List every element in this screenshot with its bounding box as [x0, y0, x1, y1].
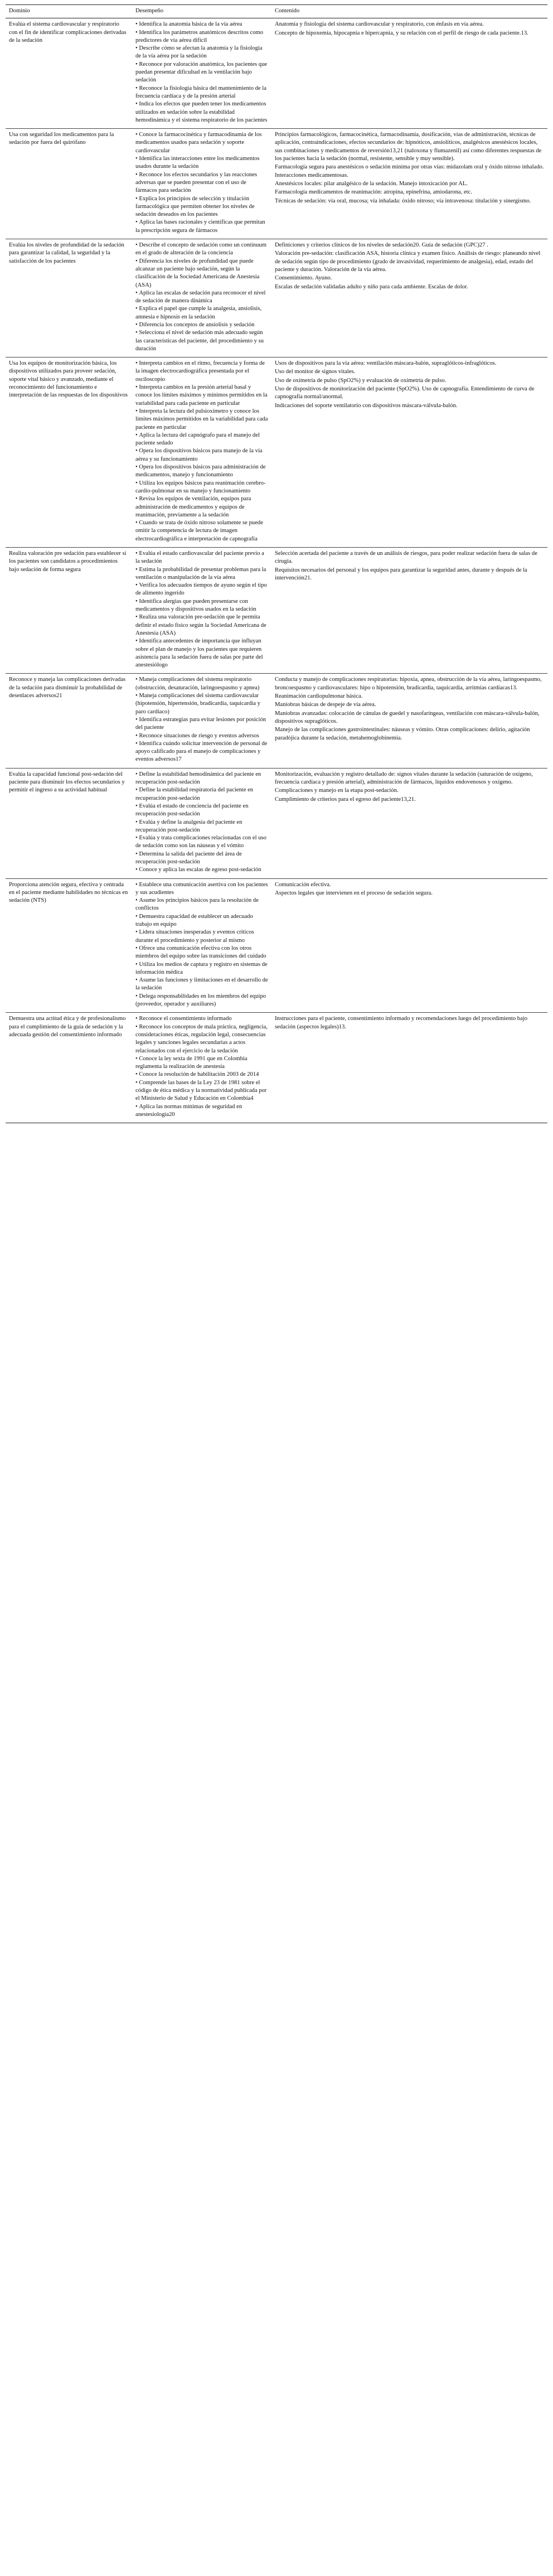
desempeno-item: • Reconoce la fisiología básica del mantenimiento de la frecuencia cardíaca y de la presión arterial: [135, 85, 268, 101]
desempeno-cell: [132, 878, 271, 1013]
desempeno-item: • Reconoce los efectos secundarios y las reacciones adversas que se pueden presentar con el uso de fármacos para sedación: [135, 171, 268, 195]
desempeno-item: • Explica los principios de selección y titulación farmacológica que permiten obtener los niveles de sedación deseados en los pacientes: [135, 195, 268, 219]
table-row: [6, 674, 547, 768]
desempeno-item: • Evalúa el estado cardiovascular del paciente previo a la sedación: [135, 550, 268, 566]
desempeno-item: • Selecciona el nivel de sedación más adecuado según las características del paciente, del procedimiento y su duración: [135, 329, 268, 353]
contenido-paragraph: Concepto de hipoxemia, hipocapnia e hipercapnia, y su relación con el perfil de riesgo de cada paciente.13.: [275, 30, 528, 36]
desempeno-list: [135, 676, 268, 763]
desempeno-item: • Reconoce los conceptos de mala práctica, negligencia, consideraciones éticas, regulación legal, consecuencias legales y sanciones legales secundarias a actos relacionados con el ejercicio de la sedación: [135, 1023, 268, 1055]
desempeno-cell: [132, 768, 271, 878]
contenido-paragraph: Farmacología medicamentos de reanimación: atropina, epinefrina, amiodarona, etc.: [275, 189, 472, 196]
contenido-paragraph: Usos de dispositivos para la vía aérea: ventilación máscara-balón, supraglóticos-infraglóticos.: [275, 360, 497, 367]
desempeno-item: • Identifica estrategias para evitar lesiones por posición del paciente: [135, 716, 268, 732]
desempeno-item: • Evalúa el estado de conciencia del paciente en recuperación post-sedación: [135, 803, 268, 819]
desempeno-item: • Identifica alergias que pueden presentarse con medicamentos y dispositivos usados en la sedación: [135, 598, 268, 614]
table-body: [6, 18, 547, 1123]
desempeno-item: • Comprende las bases de la Ley 23 de 1981 sobre el código de ética médica y la normatividad publicada por el Ministerio de Salud y Educación en Colombia4: [135, 1079, 268, 1103]
desempeno-item: • Maneja complicaciones del sistema cardiovascular (hipotensión, hipertensión, bradicardia, taquicardia y paro cardíaco): [135, 692, 268, 716]
desempeno-item: • Reconoce el consentimiento informado: [135, 1015, 268, 1023]
contenido-paragraph: Selección acertada del paciente a través de un análisis de riesgos, para poder realizar sedación fuera de salas de cirugía.: [275, 550, 537, 565]
contenido-cell: [271, 357, 547, 548]
desempeno-item: • Ofrece una comunicación efectiva con los otros miembros del equipo sobre las transiciones del cuidado: [135, 945, 268, 961]
desempeno-cell: [132, 1013, 271, 1123]
desempeno-list: [135, 131, 268, 235]
dominio-cell: Usa con seguridad los medicamentos para la sedación por fuera del quirófano: [6, 129, 132, 239]
desempeno-item: • Evalúa y define la analgesia del paciente en recuperación post-sedación: [135, 819, 268, 835]
contenido-paragraph: Conducta y manejo de complicaciones respiratorias: hipoxia, apnea, obstrucción de la vía aérea, laringoespasmo, broncoespasmo y cardiovasculares: hipo o hipotensión, bradicardia, taquicardia, arritmias cardíacas13.: [275, 676, 542, 691]
desempeno-item: • Determina la salida del paciente del área de recuperación post-sedación: [135, 850, 268, 867]
contenido-paragraph: Monitorización, evaluación y registro detallado de: signos vitales durante la sedación (saturación de oxígeno, frecuencia cardíaca y presión arterial), administración de fármacos, líquidos endovenosos y oxígeno.: [275, 771, 533, 786]
contenido-paragraph: Comunicación efectiva.: [275, 881, 331, 888]
desempeno-item: • Interpreta la lectura del pulsioxímetro y conoce los límites máximos permitidos en la variabilidad para cada paciente en particular: [135, 408, 268, 432]
desempeno-item: • Evalúa y trata complicaciones relacionadas con el uso de sedación como son las náuseas y el vómito: [135, 834, 268, 850]
dominio-cell: Realiza valoración pre sedación para establecer si los pacientes son candidatos a procedimientos bajo sedación de forma segura: [6, 548, 132, 674]
contenido-paragraph: Técnicas de sedación: vía oral, mucosa; vía inhalada: óxido nitroso; vía intravenosa: titulación y sinergismo.: [275, 197, 531, 204]
contenido-paragraph: Instrucciones para el paciente, consentimiento informado y recomendaciones luego del procedimiento bajo sedación (aspectos legales)13.: [275, 1016, 528, 1030]
desempeno-item: • Asume los principios básicos para la resolución de conflictos: [135, 897, 268, 913]
desempeno-item: • Cuando se trata de óxido nitroso solamente se puede omitir la competencia de lectura de imagen electrocardiográfica e interpretación de capnografía: [135, 519, 268, 543]
contenido-paragraph: Requisitos necesarios del personal y los equipos para garantizar la seguridad antes, durante y después de la intervención21.: [275, 567, 527, 581]
desempeno-item: • Delega responsabilidades en los miembros del equipo (proveedor, operador y auxiliares): [135, 993, 268, 1009]
desempeno-item: • Lidera situaciones inesperadas y eventos críticos durante el procedimiento y posterior al mismo: [135, 929, 268, 945]
contenido-paragraph: Maniobras básicas de despeje de vía aérea.: [275, 702, 376, 708]
contenido-cell: [271, 768, 547, 878]
dominio-cell: Demuestra una actitud ética y de profesionalismo para el cumplimiento de la guía de sedación y la adecuada gestión del consentimiento informado: [6, 1013, 132, 1123]
desempeno-list: [135, 550, 268, 669]
contenido-paragraph: Escalas de sedación validadas adulto y niño para cada ambiente. Escalas de dolor.: [275, 283, 468, 290]
contenido-paragraph: Anestésicos locales: pilar analgésico de la sedación. Manejo intoxicación por AL.: [275, 180, 468, 187]
desempeno-list: [135, 360, 268, 543]
table-row: [6, 548, 547, 674]
contenido-paragraph: Reanimación cardiopulmonar básica.: [275, 693, 363, 700]
desempeno-item: • Conoce la resolución de habilitación 2003 de 2014: [135, 1071, 268, 1079]
table-row: [6, 357, 547, 548]
desempeno-item: • Opera los dispositivos básicos para manejo de la vía aérea y su funcionamiento: [135, 447, 268, 463]
desempeno-item: • Maneja complicaciones del sistema respiratorio (obstrucción, desaturación, laringoespasmo y apnea): [135, 676, 268, 692]
contenido-cell: [271, 18, 547, 129]
dominio-cell: Proporciona atención segura, efectiva y centrada en el paciente mediante habilidades no técnicas en sedación (NTS): [6, 878, 132, 1013]
contenido-paragraph: Aspectos legales que intervienen en el proceso de sedación segura.: [275, 890, 433, 896]
dominio-cell: Evalúa la capacidad funcional post-sedación del paciente para disminuir los efectos secundarios y permitir el ingreso a su actividad habitual: [6, 768, 132, 878]
contenido-paragraph: Maniobras avanzadas: colocación de cánulas de guedel y nasofaríngeas, ventilación con máscara-válvula-balón, dispositivos supraglóticos.: [275, 710, 540, 724]
competency-table: [6, 4, 547, 1123]
desempeno-cell: [132, 129, 271, 239]
desempeno-item: • Conoce la ley sexta de 1991 que en Colombia reglamenta la realización de anestesia: [135, 1055, 268, 1071]
desempeno-item: • Reconoce por valoración anatómica, los pacientes que puedan presentar dificultad en la ventilación bajo sedación: [135, 61, 268, 85]
desempeno-item: • Describe el concepto de sedación como un continuum en el grado de alteración de la conciencia: [135, 241, 268, 258]
table-row: [6, 129, 547, 239]
desempeno-item: • Define la estabilidad respiratoria del paciente en recuperación post-sedación: [135, 786, 268, 803]
header-desempeno: Desempeño: [132, 5, 271, 18]
dominio-cell: Evalúa los niveles de profundidad de la sedación para garantizar la calidad, la seguridad y la satisfacción de los pacientes: [6, 239, 132, 357]
contenido-cell: [271, 548, 547, 674]
contenido-paragraph: Principios farmacológicos, farmacocinética, farmacodinamia, dosificación, vías de administración, técnicas de aplicación, contraindicaciones, efectos secundarios de: hipnóticos, ansiolíticos, analgésicos anestésicos locales, sus combinaciones y medicamentos de reversión13,21 (naloxona y flumazenil) así como diferentes respuestas de los pacientes hacia la sedación (normal, resistente, sensible y muy sensible).: [275, 132, 542, 162]
dominio-cell: Evalúa el sistema cardiovascular y respiratorio con el fin de identificar complicaciones derivadas de la sedación: [6, 18, 132, 129]
contenido-cell: [271, 1013, 547, 1123]
desempeno-cell: [132, 357, 271, 548]
contenido-paragraph: Valoración pre-sedación: clasificación ASA, historia clínica y examen físico. Análisis de riesgo: planeando nivel de sedación según tipo de procedimiento (grado de invasividad, requerimiento de analgesia), edad, estado del paciente y duración. Valoración de la vía aérea.: [275, 250, 541, 273]
dominio-cell: Usa los equipos de monitorización básica, los dispositivos utilizados para proveer sedación, soporte vital básico y avanzado, mediante el reconocimiento del funcionamiento e interpretación de las respuestas de los dispositivos: [6, 357, 132, 548]
desempeno-item: • Opera los dispositivos básicos para administración de medicamentos, manejo y funcionamiento: [135, 463, 268, 480]
desempeno-item: • Identifica las interacciones entre los medicamentos usados durante la sedación: [135, 155, 268, 171]
contenido-paragraph: Cumplimiento de criterios para el egreso del paciente13,21.: [275, 796, 416, 803]
desempeno-item: • Estima la probabilidad de presentar problemas para la ventilación o manipulación de la vía aérea: [135, 566, 268, 582]
desempeno-cell: [132, 18, 271, 129]
desempeno-item: • Identifica la anatomía básica de la vía aérea: [135, 21, 268, 28]
desempeno-item: • Conoce la farmacocinética y farmacodinamia de los medicamentos usados para sedación y soporte cardiovascular: [135, 131, 268, 155]
contenido-paragraph: Definiciones y criterios clínicos de los niveles de sedación20. Guía de sedación (GPC)27 .: [275, 242, 488, 249]
contenido-paragraph: Uso del monitor de signos vitales.: [275, 369, 356, 375]
header-contenido: Contenido: [271, 5, 547, 18]
desempeno-item: • Conoce y aplica las escalas de egreso post-sedación: [135, 866, 268, 874]
desempeno-item: • Indica los efectos que pueden tener los medicamentos utilizados en sedación sobre la estabilidad hemodinámica y el sistema respiratorio de los pacientes: [135, 100, 268, 124]
desempeno-item: • Identifica los parámetros anatómicos descritos como predictores de vía aérea difícil: [135, 29, 268, 45]
table-row: [6, 878, 547, 1013]
desempeno-item: • Utiliza los equipos básicos para reanimación cerebro-cardio-pulmonar en su manejo y funcionamiento: [135, 480, 268, 496]
desempeno-item: • Demuestra capacidad de establecer un adecuado trabajo en equipo: [135, 913, 268, 929]
contenido-cell: [271, 129, 547, 239]
contenido-paragraph: Farmacología segura para anestésicos o sedación mínima por otras vías: midazolam oral y óxido nitroso inhalado. Interacciones medicamentosas.: [275, 164, 544, 178]
contenido-cell: [271, 239, 547, 357]
desempeno-item: • Revisa los equipos de ventilación, equipos para administración de medicamentos y equipos de reanimación, previamente a la sedación: [135, 495, 268, 519]
desempeno-item: • Define la estabilidad hemodinámica del paciente en recuperación post-sedación: [135, 771, 268, 787]
contenido-paragraph: Uso de dispositivos de monitorización del paciente (SpO2%). Uso de capnografía. Entendimiento de curva de capnografía normal/anormal.: [275, 386, 535, 400]
table-row: [6, 768, 547, 878]
desempeno-list: [135, 881, 268, 1009]
desempeno-item: • Realiza una valoración pre-sedación que le permita definir el estado físico según la Sociedad Americana de Anestesia (ASA): [135, 613, 268, 637]
desempeno-item: • Explica el papel que cumple la analgesia, ansiolisis, amnesia e hipnosis en la sedación: [135, 305, 268, 321]
desempeno-item: • Interpreta cambios en la presión arterial basal y conoce los límites máximos y mínimos permitidos en la variabilidad para cada paciente en particular: [135, 384, 268, 408]
contenido-cell: [271, 878, 547, 1013]
desempeno-item: • Identifica antecedentes de importancia que influyan sobre el plan de manejo y los pacientes que requieren asistencia para la sedación fuera de salas por parte del anestesiólogo: [135, 637, 268, 669]
desempeno-item: • Aplica las escalas de sedación para reconocer el nivel de sedación de manera dinámica: [135, 289, 268, 306]
desempeno-item: • Identifica cuándo solicitar intervención de personal de apoyo calificado para el manejo de complicaciones y eventos adversos17: [135, 740, 268, 764]
contenido-paragraph: Indicaciones del soporte ventilatorio con dispositivos máscara-válvula-balón.: [275, 402, 458, 409]
desempeno-cell: [132, 239, 271, 357]
desempeno-list: [135, 771, 268, 874]
desempeno-list: [135, 241, 268, 353]
contenido-cell: [271, 674, 547, 768]
contenido-paragraph: Uso de oximetría de pulso (SpO2%) y evaluación de oximetría de pulso.: [275, 377, 447, 384]
header-dominio: Dominio: [6, 5, 132, 18]
desempeno-item: • Aplica las bases racionales y científicas que permitan la prescripción segura de fármacos: [135, 219, 268, 235]
desempeno-list: [135, 1015, 268, 1119]
contenido-paragraph: Manejo de las complicaciones gastrointestinales: náuseas y vómito. Otras complicaciones: delirio, agitación paradójica durante la sedación, metahemoglobinemia.: [275, 727, 530, 741]
contenido-paragraph: Complicaciones y manejo en la etapa post-sedación.: [275, 787, 399, 794]
dominio-cell: Reconoce y maneja las complicaciones derivadas de la sedación para disminuir la probabilidad de desenlaces adversos21: [6, 674, 132, 768]
table-header: [6, 5, 547, 18]
table-row: [6, 18, 547, 129]
desempeno-item: • Reconoce situaciones de riesgo y eventos adversos: [135, 732, 268, 740]
desempeno-item: • Diferencia los niveles de profundidad que puede alcanzar un paciente bajo sedación, según la clasificación de la Sociedad Americana de Anestesia (ASA): [135, 258, 268, 289]
desempeno-item: • Interpreta cambios en el ritmo, frecuencia y forma de la imagen electrocardiográfica presentada por el osciloscopio: [135, 360, 268, 384]
desempeno-item: • Aplica la lectura del capnógrafo para el manejo del paciente sedado: [135, 432, 268, 448]
contenido-paragraph: Anatomía y fisiología del sistema cardiovascular y respiratorio, con énfasis en vía aérea.: [275, 21, 484, 28]
table-row: [6, 1013, 547, 1123]
desempeno-item: • Asume las funciones y limitaciones en el desarrollo de la sedación: [135, 977, 268, 993]
desempeno-item: • Verifica los adecuados tiempos de ayuno según el tipo de alimento ingerido: [135, 582, 268, 598]
desempeno-item: • Utiliza los medios de captura y registro en sistemas de información médica: [135, 961, 268, 977]
table-row: [6, 239, 547, 357]
desempeno-item: • Describe cómo se afectan la anatomía y la fisiología de la vía aérea por la sedación: [135, 45, 268, 61]
desempeno-item: • Diferencia los conceptos de ansiolisis y sedación: [135, 321, 268, 329]
desempeno-item: • Establece una comunicación asertiva con los pacientes y sus acudientes: [135, 881, 268, 897]
desempeno-item: • Aplica las normas mínimas de seguridad en anestesiología20: [135, 1103, 268, 1119]
desempeno-cell: [132, 548, 271, 674]
contenido-paragraph: Consentimiento. Ayuno.: [275, 275, 332, 282]
desempeno-cell: [132, 674, 271, 768]
desempeno-list: [135, 21, 268, 124]
